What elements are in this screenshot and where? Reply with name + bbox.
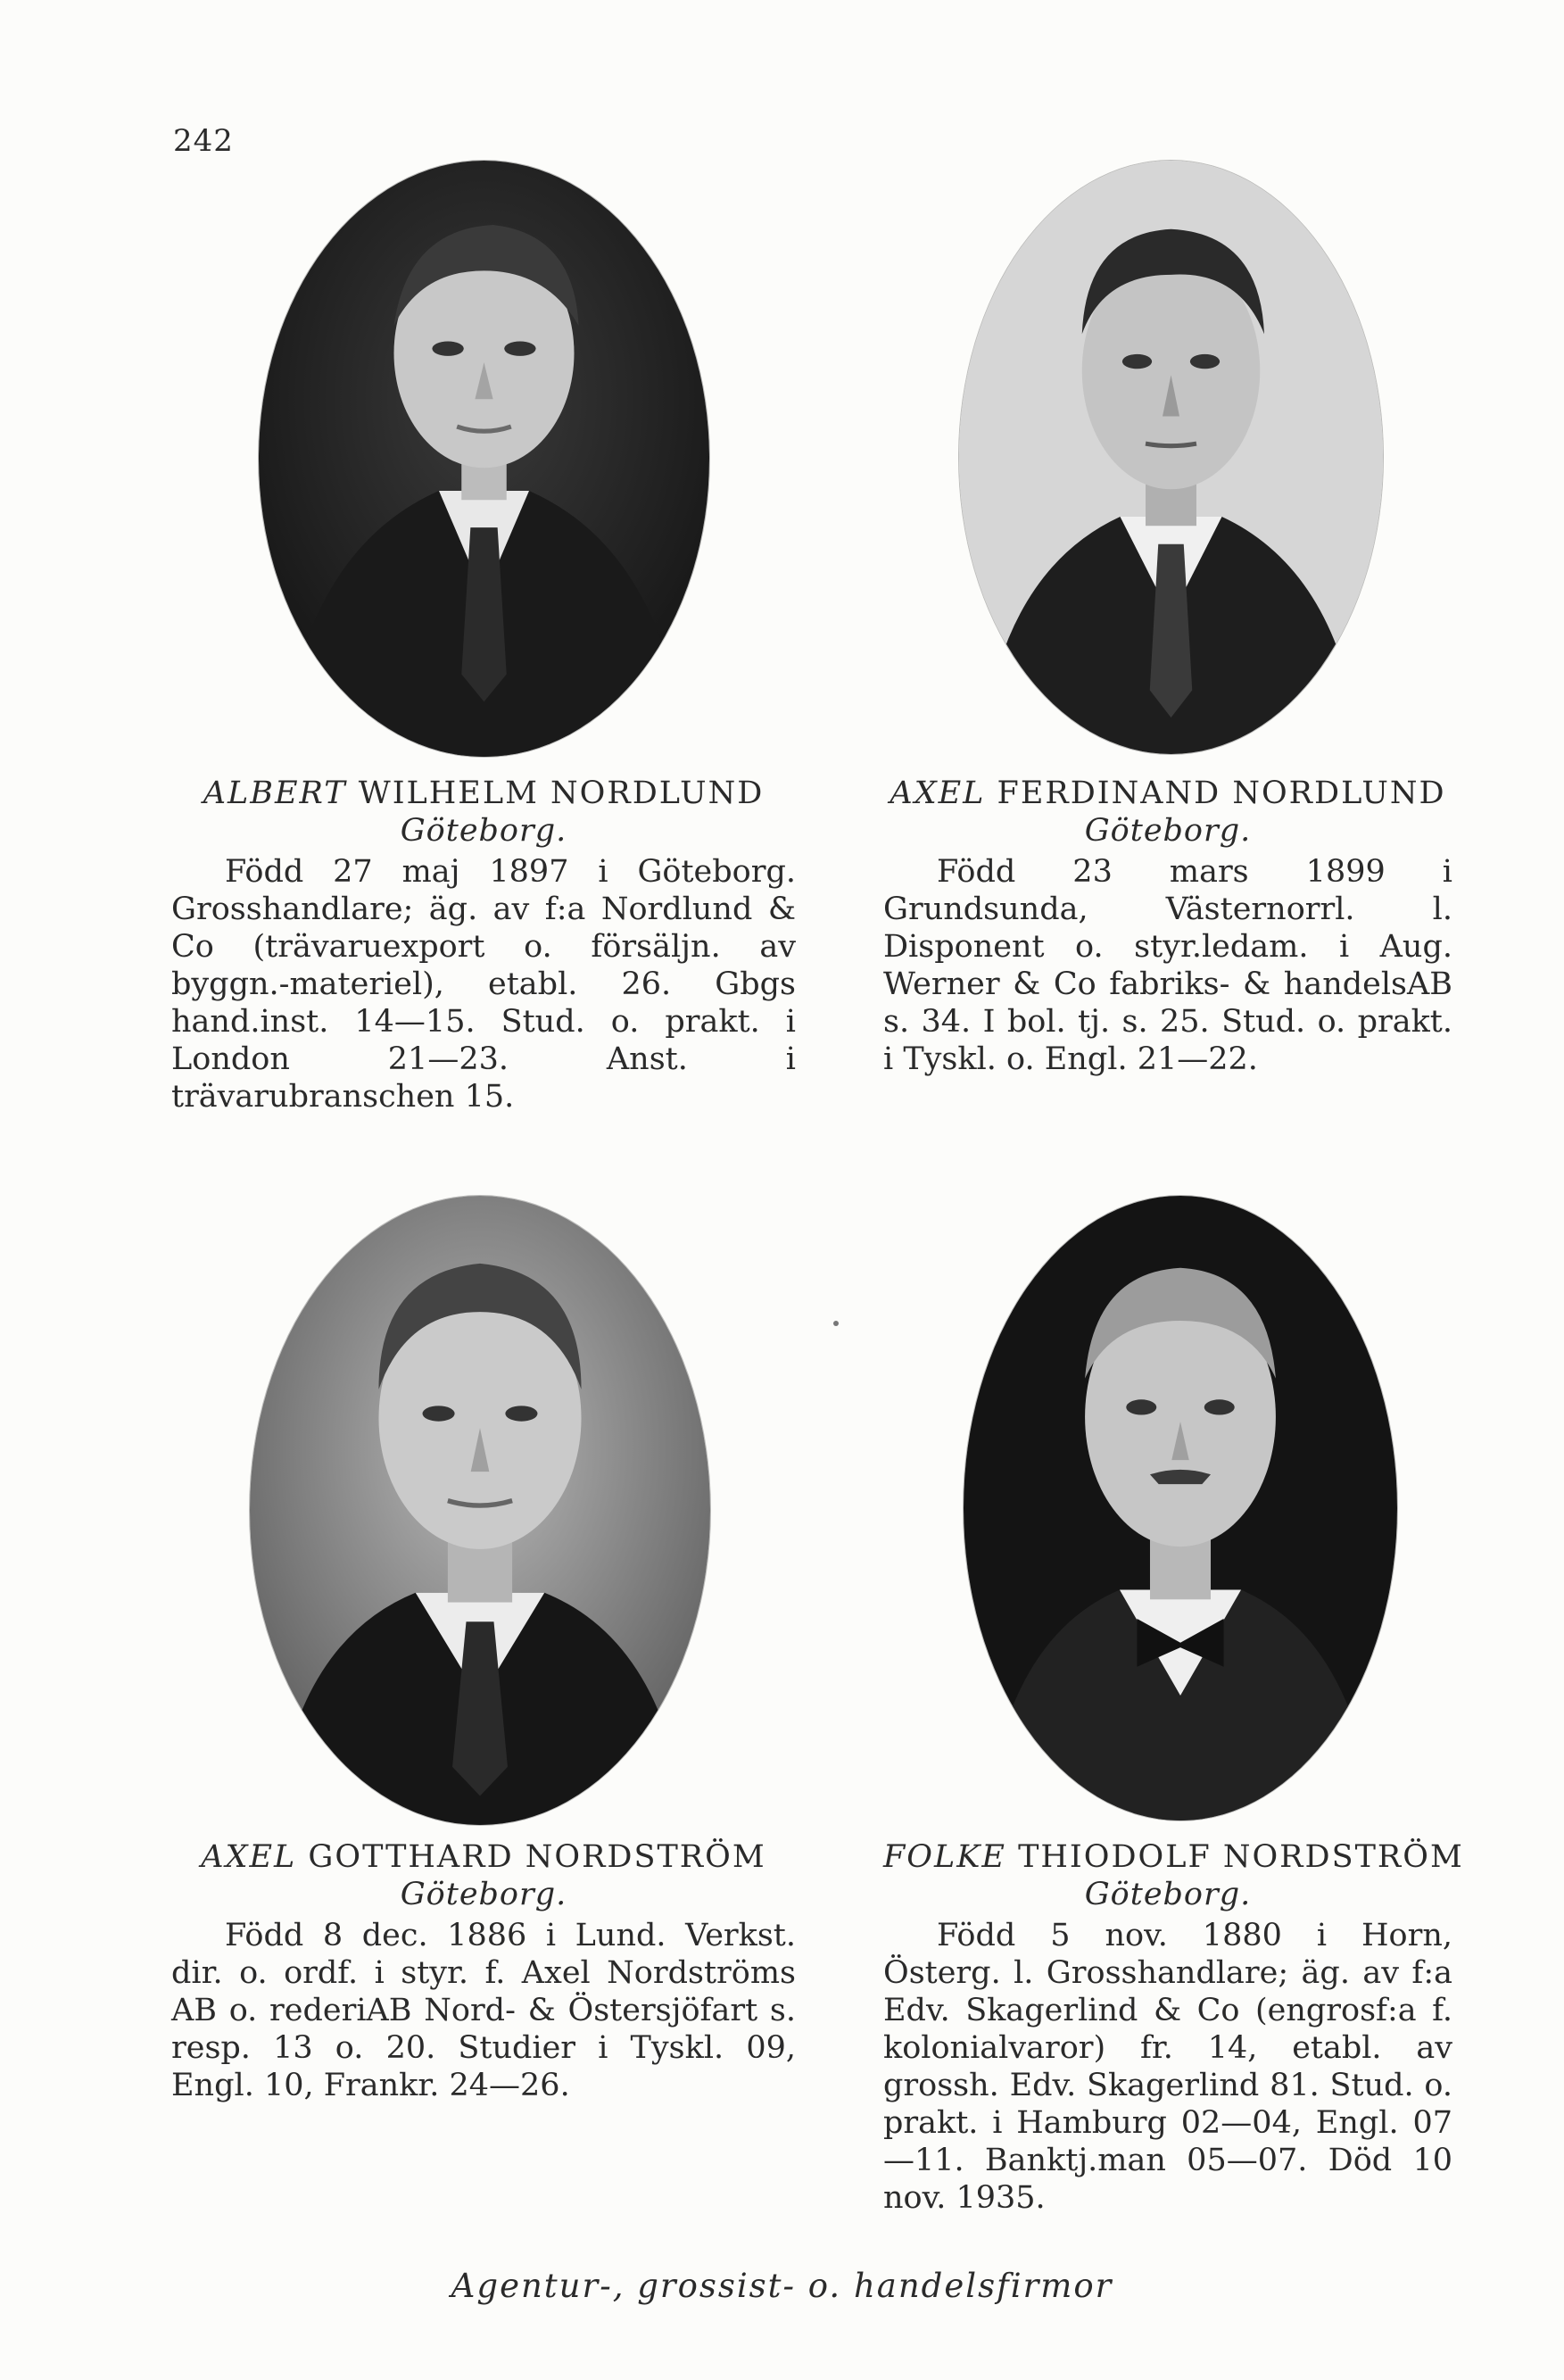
biography-text: Född 8 dec. 1886 i Lund. Verkst. dir. o. ordf. i styr. f. Axel Nordströms AB o. rederiAB Nord- & Östersjöfart s. resp. 13 o. 20. Studier i Tyskl. 09, Engl. 10, Frankr. 24—26. [171, 1918, 796, 2103]
city: Göteborg. [400, 813, 567, 849]
first-name: AXEL [890, 775, 986, 811]
print-speck [833, 1321, 839, 1326]
biography-entry [171, 1838, 796, 2104]
rest-name: THIODOLF NORDSTRÖM [1018, 1839, 1464, 1875]
biography-entry [883, 1838, 1464, 2217]
biography-entry [171, 775, 796, 1115]
rest-name: FERDINAND NORDLUND [997, 775, 1446, 811]
person-name [171, 775, 796, 812]
first-name: ALBERT [203, 775, 347, 811]
first-name: FOLKE [883, 1839, 1006, 1875]
biography-text: Född 5 nov. 1880 i Horn, Österg. l. Grosshandlare; äg. av f:a Edv. Skagerlind & Co (engrosf:a f. kolonialvaror) fr. 14, etabl. av grossh. Edv. Skagerlind 81. Stud. o. prakt. i Hamburg 02—04, Engl. 07—11. Banktj.man 05—07. Död 10 nov. 1935. [883, 1918, 1452, 2216]
first-name: AXEL [201, 1839, 297, 1875]
person-name [883, 775, 1452, 812]
biography-text: Född 23 mars 1899 i Grundsunda, Västernorrl. l. Disponent o. styr.ledam. i Aug. Werner & Co fabriks- & handelsAB s. 34. I bol. tj. s. 25. Stud. o. prakt. i Tyskl. o. Engl. 21—22. [883, 854, 1452, 1077]
person-name [171, 1838, 796, 1876]
page-number: 242 [173, 123, 234, 159]
portrait-photo-albert-nordlund [259, 161, 709, 757]
city: Göteborg. [400, 1877, 567, 1912]
city: Göteborg. [1084, 1877, 1252, 1912]
portrait-photo-axel-ferdinand-nordlund [959, 161, 1383, 754]
person-name [883, 1838, 1464, 1876]
portrait-photo-axel-gotthard-nordstrom [250, 1196, 710, 1825]
biography-entry [883, 775, 1452, 1078]
rest-name: GOTTHARD NORDSTRÖM [308, 1839, 766, 1875]
biography-text: Född 27 maj 1897 i Göteborg. Grosshandlare; äg. av f:a Nordlund & Co (trävaruexport o. försäljn. av byggn.-materiel), etabl. 26. Gbgs hand.inst. 14—15. Stud. o. prakt. i London 21—23. Anst. i trävarubranschen 15. [171, 854, 796, 1115]
portrait-photo-folke-nordstrom [964, 1196, 1397, 1820]
page-footer: Agentur-, grossist- o. handelsfirmor [451, 2267, 1113, 2305]
city: Göteborg. [1084, 813, 1252, 849]
rest-name: WILHELM NORDLUND [358, 775, 765, 811]
